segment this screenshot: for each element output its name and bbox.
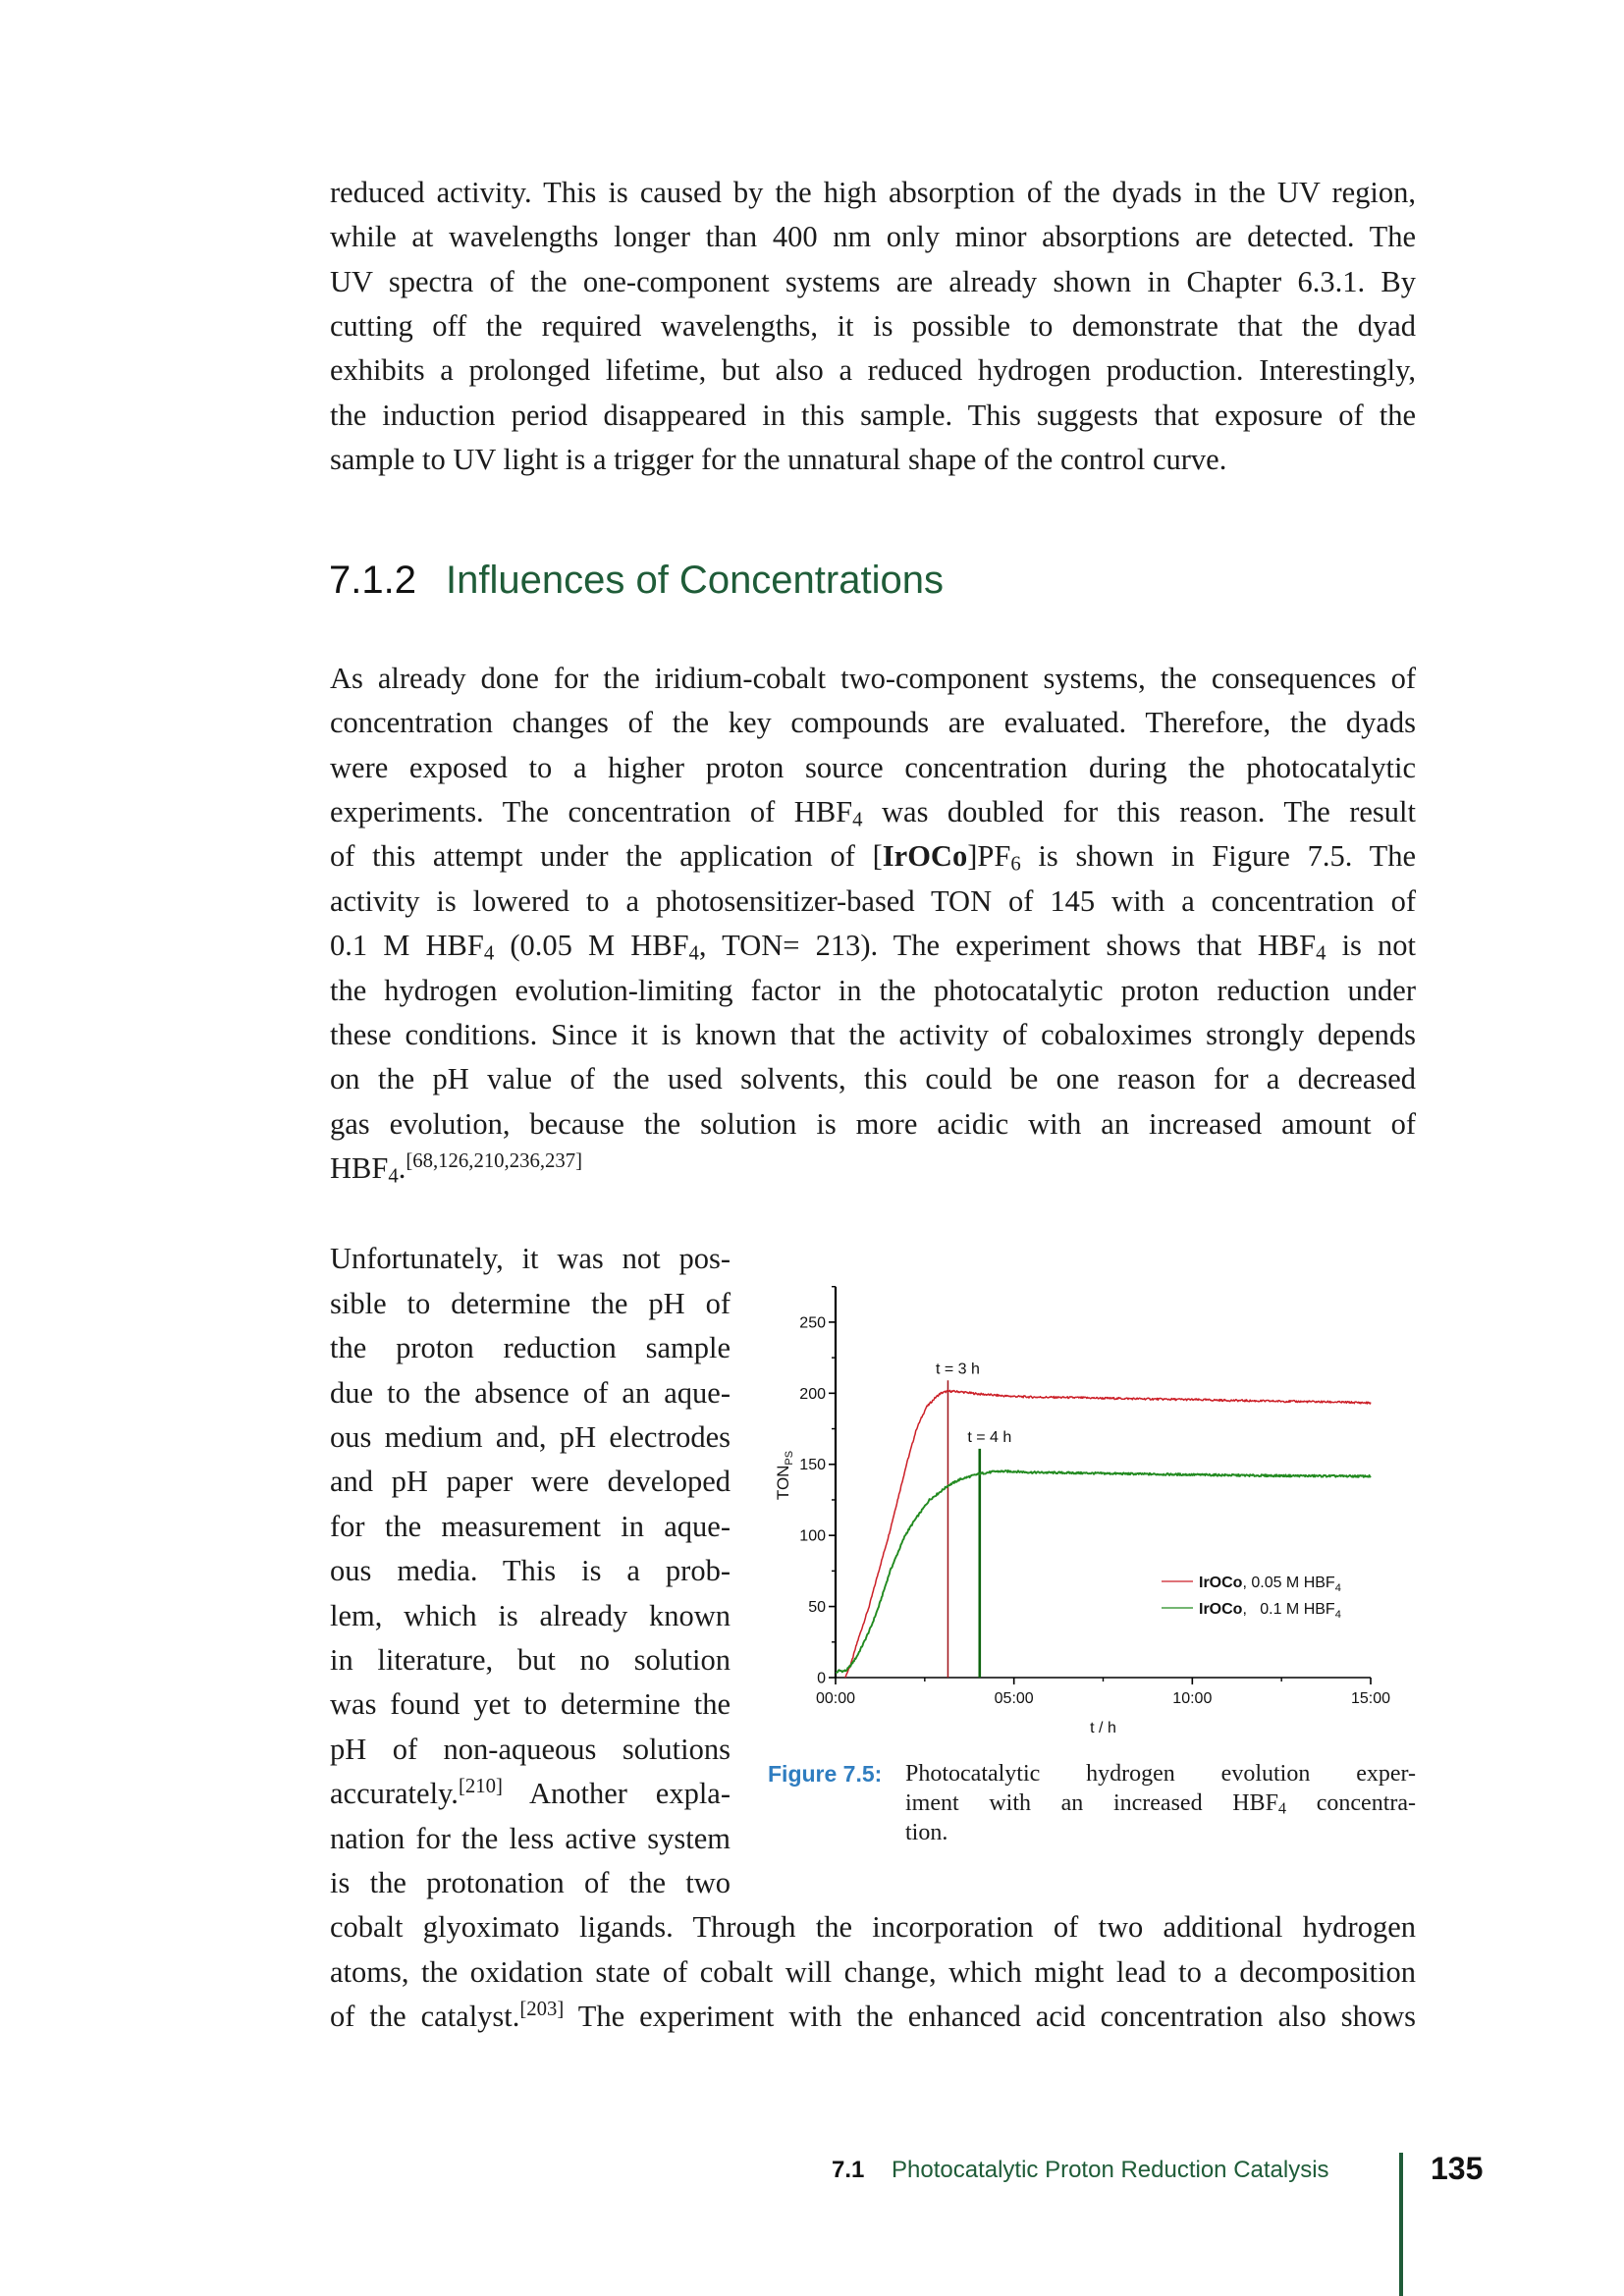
text-run: these conditions. Since it is known that the activity of cobaloximes strongly depends bbox=[330, 1017, 1416, 1051]
series-line-1 bbox=[845, 1390, 1371, 1678]
text-run: is shown in Figure 7.5. The bbox=[1020, 839, 1416, 874]
legend-label bbox=[1199, 1575, 1341, 1594]
paragraph-ph-determination-wrapped bbox=[330, 1237, 731, 1905]
text-run: ous media. This is a prob- bbox=[330, 1554, 731, 1588]
text-line bbox=[330, 438, 1416, 482]
text-run: of the catalyst. bbox=[330, 2000, 520, 2034]
text-run: cutting off the required wavelengths, it is possible to demonstrate that the dyad bbox=[330, 308, 1416, 343]
paragraph-ph-determination-full bbox=[330, 1905, 1416, 2039]
text-run: for the measurement in aque- bbox=[330, 1509, 731, 1543]
text-run: sible to determine the pH of bbox=[330, 1286, 731, 1320]
text-run: activity is lowered to a photosensitizer-based TON of 145 with a concentration of bbox=[330, 883, 1416, 918]
text-run: experiments. The concentration of HBF bbox=[330, 794, 853, 828]
text-run: (0.05 M HBF bbox=[494, 929, 689, 963]
text-line bbox=[330, 790, 1416, 834]
section-heading bbox=[329, 556, 944, 605]
text-run: on the pH value of the used solvents, this could be one reason for a decreased bbox=[330, 1062, 1416, 1096]
section-number: 7.1.2 bbox=[329, 558, 416, 602]
text-line bbox=[330, 304, 1416, 348]
text-run: due to the absence of an aque- bbox=[330, 1375, 731, 1410]
text-line bbox=[330, 1772, 731, 1816]
text-run: was doubled for this reason. The result bbox=[862, 794, 1416, 828]
legend-item bbox=[1162, 1575, 1341, 1594]
text-line bbox=[905, 1818, 1416, 1847]
subscript: 4 bbox=[688, 942, 699, 965]
text-run: concentration changes of the key compounds are evaluated. Therefore, the dyads bbox=[330, 706, 1416, 740]
legend-compound: IrOCo bbox=[1199, 1575, 1243, 1591]
y-tick-label: 100 bbox=[799, 1527, 826, 1545]
subscript: 4 bbox=[388, 1165, 399, 1188]
text-run: sample to UV light is a trigger for the unnatural shape of the control curve. bbox=[330, 443, 1227, 477]
subscript: 6 bbox=[1010, 853, 1021, 876]
text-run: reduced activity. This is caused by the high absorption of the dyads in the UV region, bbox=[330, 175, 1416, 209]
y-tick-label: 0 bbox=[817, 1670, 826, 1687]
text-run: the hydrogen evolution-limiting factor in the photocatalytic proton reduction under bbox=[330, 973, 1416, 1007]
series-line-2 bbox=[836, 1470, 1371, 1673]
text-line bbox=[330, 1638, 731, 1682]
text-run: is not bbox=[1326, 929, 1417, 963]
text-run: is the protonation of the two bbox=[330, 1865, 731, 1899]
ton-vs-time-chart bbox=[746, 1266, 1434, 1757]
text-run: iment with an increased HBF bbox=[905, 1789, 1278, 1816]
text-line bbox=[330, 1594, 731, 1638]
legend-text: , 0.1 M HBF bbox=[1242, 1601, 1335, 1618]
text-run: pH of non-aqueous solutions bbox=[330, 1732, 731, 1766]
text-line bbox=[330, 1237, 731, 1281]
text-line bbox=[330, 1728, 731, 1772]
figure-label: Figure 7.5: bbox=[768, 1761, 883, 1787]
text-line bbox=[330, 880, 1416, 924]
text-line bbox=[330, 746, 1416, 790]
text-run: in literature, but no solution bbox=[330, 1642, 731, 1677]
text-line bbox=[330, 1057, 1416, 1101]
text-run: HBF bbox=[330, 1151, 389, 1186]
text-line bbox=[330, 701, 1416, 745]
text-line bbox=[330, 394, 1416, 438]
text-run: Photocatalytic hydrogen evolution exper- bbox=[905, 1760, 1416, 1787]
y-axis-label bbox=[774, 1451, 795, 1500]
text-run: and pH paper were developed bbox=[330, 1465, 731, 1499]
paragraph-concentration-changes bbox=[330, 657, 1416, 1192]
x-axis-label: t / h bbox=[1090, 1720, 1116, 1736]
legend-text: , 0.05 M HBF bbox=[1242, 1575, 1335, 1591]
text-line bbox=[905, 1759, 1416, 1789]
text-line bbox=[330, 348, 1416, 393]
x-tick-label: 15:00 bbox=[1350, 1690, 1391, 1707]
subscript: 4 bbox=[852, 809, 863, 831]
text-run: concentra- bbox=[1286, 1789, 1416, 1816]
footer-section-title: Photocatalytic Proton Reduction Catalysis bbox=[892, 2156, 1329, 2183]
text-run: nation for the less active system bbox=[330, 1821, 731, 1855]
y-tick-label: 150 bbox=[799, 1457, 826, 1474]
text-line bbox=[330, 1326, 731, 1370]
text-line bbox=[330, 1505, 731, 1549]
text-line bbox=[330, 1147, 1416, 1191]
text-run: ]PF bbox=[967, 839, 1011, 874]
text-line bbox=[330, 1861, 731, 1905]
text-run: , TON= 213). The experiment shows that HBF bbox=[698, 929, 1317, 963]
text-line bbox=[330, 1950, 1416, 1995]
text-run: ous medium and, pH electrodes bbox=[330, 1419, 731, 1454]
text-line bbox=[330, 1282, 731, 1326]
citation-superscript: [68,126,210,236,237] bbox=[406, 1150, 583, 1173]
text-run: gas evolution, because the solution is more acidic with an increased amount of bbox=[330, 1106, 1416, 1141]
text-run: As already done for the iridium-cobalt two-component systems, the consequences of bbox=[330, 661, 1416, 695]
y-tick-label: 50 bbox=[808, 1599, 826, 1617]
text-run: Unfortunately, it was not pos- bbox=[330, 1242, 731, 1276]
page-number: 135 bbox=[1431, 2150, 1484, 2186]
text-run: was found yet to determine the bbox=[330, 1687, 731, 1722]
text-run: atoms, the oxidation state of cobalt will change, which might lead to a decomposition bbox=[330, 1954, 1416, 1989]
x-tick-label: 05:00 bbox=[994, 1690, 1034, 1707]
text-run: the induction period disappeared in this sample. This suggests that exposure of the bbox=[330, 398, 1416, 432]
text-line bbox=[330, 1995, 1416, 2039]
legend-subscript: 4 bbox=[1334, 1582, 1341, 1594]
time-marker-label: t = 3 h bbox=[935, 1361, 980, 1378]
y-axis-label-subscript: PS bbox=[784, 1450, 795, 1466]
text-run: exhibits a prolonged lifetime, but also a reduced hydrogen production. Interestingly, bbox=[330, 353, 1416, 388]
figure-caption bbox=[905, 1759, 1416, 1847]
text-run: accurately. bbox=[330, 1777, 459, 1811]
text-line bbox=[330, 1371, 731, 1415]
section-title: Influences of Concentrations bbox=[446, 558, 944, 602]
subscript: 4 bbox=[1316, 942, 1326, 965]
y-tick-label: 250 bbox=[799, 1314, 826, 1332]
legend-subscript: 4 bbox=[1334, 1609, 1341, 1621]
text-line bbox=[330, 1905, 1416, 1949]
text-line bbox=[330, 260, 1416, 304]
compound-name: IrOCo bbox=[882, 839, 968, 874]
text-run: cobalt glyoximato ligands. Through the incorporation of two additional hydrogen bbox=[330, 1910, 1416, 1945]
text-run: . bbox=[398, 1151, 406, 1186]
citation-superscript: [210] bbox=[458, 1776, 503, 1798]
text-line bbox=[905, 1789, 1416, 1818]
text-line bbox=[330, 1682, 731, 1727]
text-line bbox=[330, 1013, 1416, 1057]
text-run: The experiment with the enhanced acid concentration also shows bbox=[564, 2000, 1416, 2034]
x-tick-label: 00:00 bbox=[815, 1690, 856, 1707]
text-line bbox=[330, 171, 1416, 215]
x-tick-label: 10:00 bbox=[1172, 1690, 1213, 1707]
legend-compound: IrOCo bbox=[1199, 1601, 1243, 1618]
paragraph-uv-cutoff bbox=[330, 171, 1416, 483]
text-run: while at wavelengths longer than 400 nm only minor absorptions are detected. The bbox=[330, 220, 1416, 254]
footer-divider bbox=[1399, 2153, 1403, 2296]
text-line bbox=[330, 657, 1416, 701]
text-run: UV spectra of the one-component systems are already shown in Chapter 6.3.1. By bbox=[330, 264, 1416, 298]
text-run: tion. bbox=[905, 1819, 948, 1845]
time-marker-label: t = 4 h bbox=[967, 1428, 1012, 1446]
y-axis-label-main: TON bbox=[774, 1465, 792, 1501]
legend-item bbox=[1162, 1601, 1341, 1621]
subscript: 4 bbox=[483, 942, 495, 965]
legend-label bbox=[1199, 1601, 1341, 1621]
text-run: were exposed to a higher proton source concentration during the photocatalytic bbox=[330, 750, 1416, 784]
text-run: 0.1 M HBF bbox=[330, 929, 484, 963]
text-line bbox=[330, 924, 1416, 968]
text-run: lem, which is already known bbox=[330, 1598, 731, 1632]
text-line bbox=[330, 215, 1416, 259]
text-line bbox=[330, 1460, 731, 1504]
text-run: the proton reduction sample bbox=[330, 1331, 731, 1365]
text-line bbox=[330, 1817, 731, 1861]
citation-superscript: [203] bbox=[519, 1999, 565, 2021]
text-run: Another expla- bbox=[502, 1777, 731, 1811]
text-line bbox=[330, 1549, 731, 1593]
y-tick-label: 200 bbox=[799, 1385, 826, 1403]
text-line bbox=[330, 1415, 731, 1460]
text-line bbox=[330, 834, 1416, 879]
subscript: 4 bbox=[1277, 1798, 1287, 1818]
text-line bbox=[330, 969, 1416, 1013]
text-run: of this attempt under the application of [ bbox=[330, 839, 883, 874]
text-line bbox=[330, 1102, 1416, 1147]
footer-section-number: 7.1 bbox=[832, 2156, 865, 2183]
